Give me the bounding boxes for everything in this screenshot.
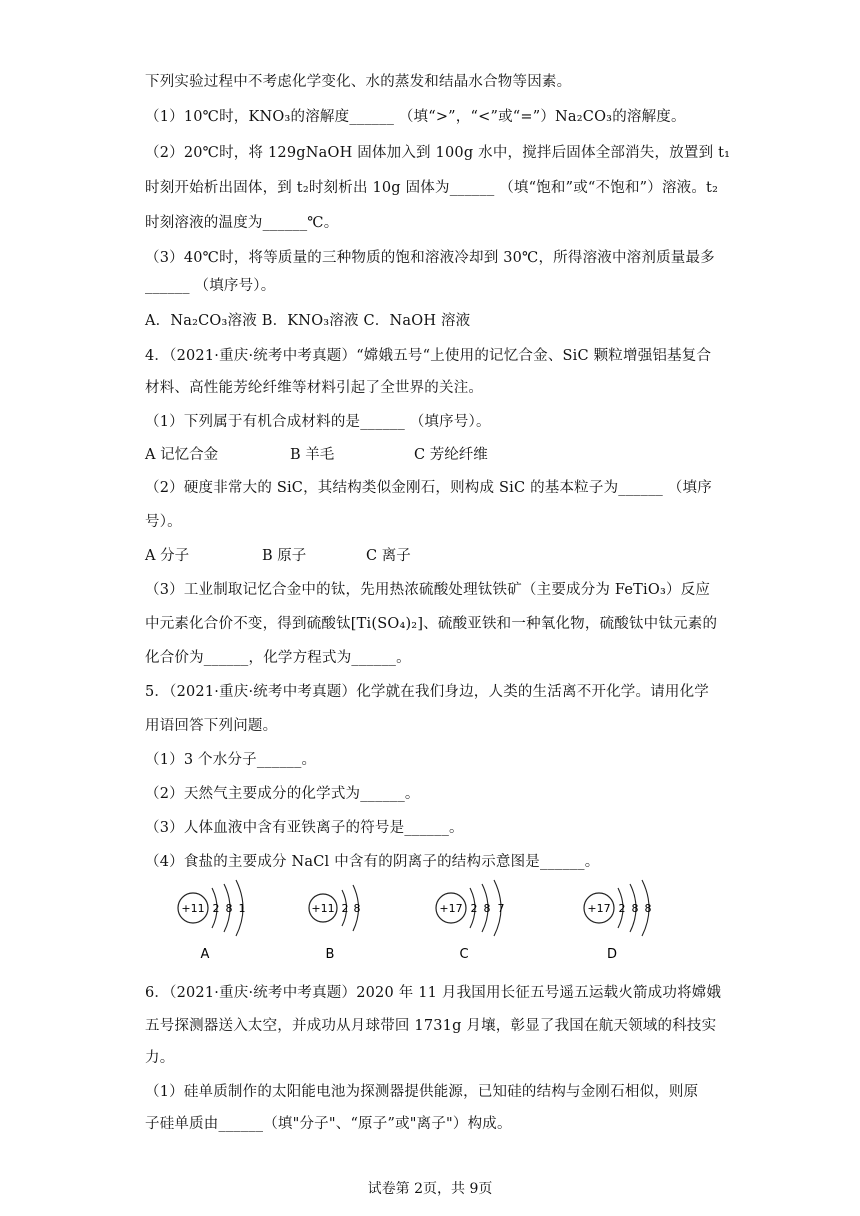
text-line: 子硅单质由______（填"分子"、“原子”或"离子"）构成。 [145,1116,512,1132]
question-3-3: （3）40℃时，将等质量的三种物质的饱和溶液冷却到 30℃，所得溶液中溶剂质量最多 [145,250,715,266]
question-6: 6．（2021·重庆·统考中考真题）2020 年 11 月我国用长征五号遥五运载火箭成功将嫦娥 [145,985,722,1001]
svg-text:2: 2 [212,902,220,915]
svg-text:+11: +11 [181,902,205,915]
atom-diagram-b [309,885,361,962]
option-b: B 原子 [262,548,307,564]
atom-diagram-d [584,880,652,962]
svg-text:8: 8 [644,902,652,915]
question-4-1: （1）下列属于有机合成材料的是______ （填序号）。 [145,414,491,430]
svg-text:8: 8 [353,902,361,915]
option-a: A 分子 [145,548,190,564]
svg-text:8: 8 [631,902,639,915]
question-6-1: （1）硅单质制作的太阳能电池为探测器提供能源，已知硅的结构与金刚石相似，则原 [145,1084,699,1100]
question-5-3: （3）人体血液中含有亚铁离子的符号是______。 [145,820,464,836]
question-4-3: （3）工业制取记忆合金中的钛，先用热浓硫酸处理钛铁矿（主要成分为 FeTiO₃）反应 [145,582,711,598]
text-line: 化合价为______，化学方程式为______。 [145,650,411,666]
question-5-2: （2）天然气主要成分的化学式为______。 [145,786,420,802]
option-c: C 离子 [366,548,411,564]
svg-text:2: 2 [470,902,478,915]
option-b: B 羊毛 [290,447,335,463]
svg-text:2: 2 [341,902,349,915]
text-line: 材料、高性能芳纶纤维等材料引起了全世界的关注。 [145,380,484,396]
svg-text:2: 2 [618,902,626,915]
question-4-2: （2）硬度非常大的 SiC，其结构类似金刚石，则构成 SiC 的基本粒子为______ （填序 [145,480,712,496]
svg-text:+17: +17 [439,902,463,915]
option-c: C 芳纶纤维 [414,447,488,463]
svg-text:7: 7 [497,902,505,915]
svg-text:A: A [200,947,210,962]
question-4: 4．（2021·重庆·统考中考真题）“嫦娥五号“上使用的记忆合金、SiC 颗粒增强铝基复合 [145,348,712,364]
text-line: 时刻开始析出固体，到 t₂时刻析出 10g 固体为______ （填“饱和”或“不饱和”）溶液。t₂ [145,180,719,196]
question-3-1: （1）10℃时，KNO₃的溶解度______ （填“>”，“<”或“=”）Na₂CO₃的溶解度。 [145,109,686,125]
svg-text:+11: +11 [311,902,335,915]
text-line: 力。 [145,1050,175,1066]
text-line: 时刻溶液的温度为______℃。 [145,215,339,231]
text-line: 用语回答下列问题。 [145,718,278,734]
svg-text:D: D [606,947,618,962]
question-5-1: （1）3 个水分子______。 [145,752,317,768]
question-5-4: （4）食盐的主要成分 NaCl 中含有的阴离子的结构示意图是______。 [145,854,600,870]
options-3-3: A．Na₂CO₃溶液 B．KNO₃溶液 C．NaOH 溶液 [145,313,471,329]
atom-diagram-c [436,880,505,962]
svg-text:1: 1 [238,902,246,915]
question-5: 5．（2021·重庆·统考中考真题）化学就在我们身边，人类的生活离不开化学。请用化学 [145,684,709,700]
atom-diagram-a [178,880,246,962]
svg-text:C: C [459,947,469,962]
question-3-2: （2）20℃时，将 129gNaOH 固体加入到 100g 水中，搅拌后固体全部消失，放置到 t₁ [145,145,731,161]
text-line: ______ （填序号）。 [145,278,276,294]
text-line: 号）。 [145,514,182,530]
page-footer: 试卷第 2页，共 9页 [367,1181,493,1197]
atom-structure-diagrams [160,872,680,964]
svg-text:8: 8 [483,902,491,915]
svg-text:B: B [325,947,335,962]
text-line: 下列实验过程中不考虑化学变化、水的蒸发和结晶水合物等因素。 [145,74,572,90]
text-line: 五号探测器送入太空，并成功从月球带回 1731g 月壤，彰显了我国在航天领域的科技实 [145,1018,717,1034]
text-line: 中元素化合价不变，得到硫酸钛[Ti(SO₄)₂]、硫酸亚铁和一种氧化物，硫酸钛中钛元素的 [145,616,718,632]
svg-text:8: 8 [225,902,233,915]
option-a: A 记忆合金 [145,447,219,463]
svg-text:+17: +17 [587,902,611,915]
